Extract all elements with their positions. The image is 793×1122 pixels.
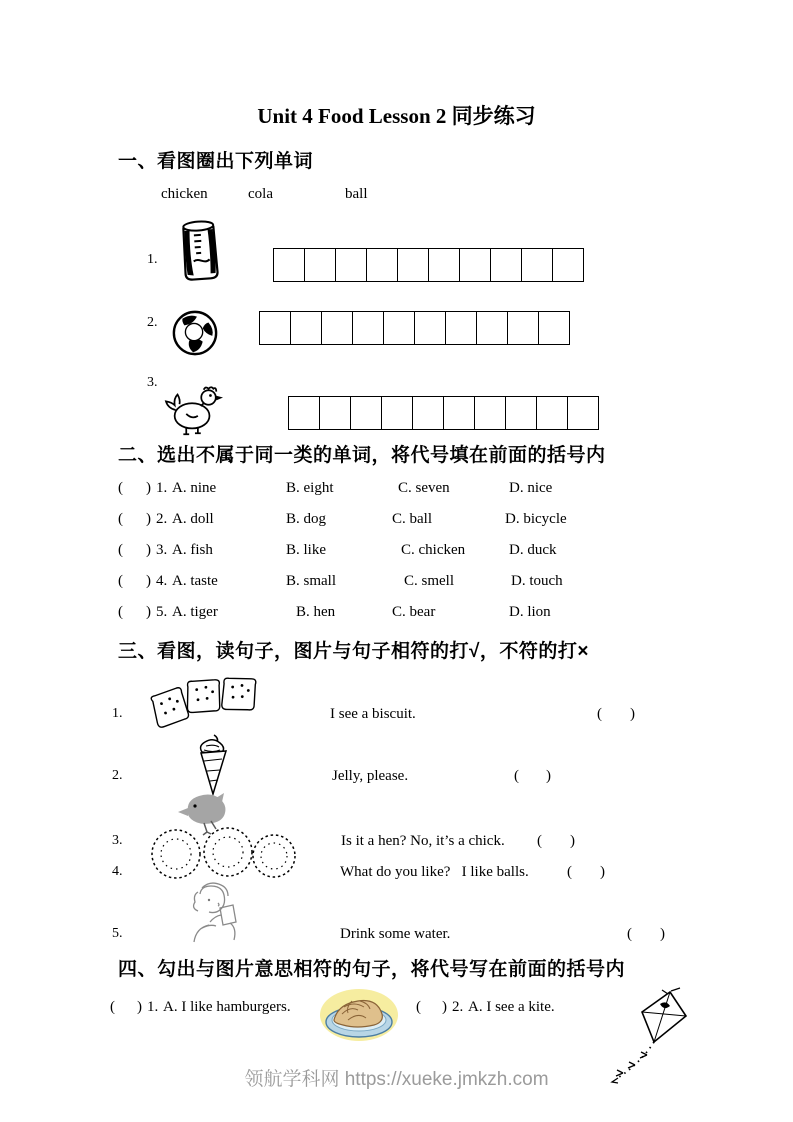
answer-cell <box>476 311 508 345</box>
answer-cell <box>490 248 522 282</box>
option-c: C. bear <box>392 604 436 620</box>
section1-heading: 一、看图圈出下列单词 <box>118 151 314 172</box>
paren-open: ( <box>416 999 421 1015</box>
answer-cell <box>350 396 382 430</box>
option-c: C. chicken <box>401 542 466 558</box>
cola-can-icon <box>178 219 222 288</box>
option-a: A. taste <box>172 573 218 589</box>
item-number: 1. <box>156 480 168 496</box>
option-d: D. lion <box>509 604 551 620</box>
sentence: Is it a hen? No, it’s a chick. <box>341 833 505 849</box>
item-number: 2. <box>156 511 168 527</box>
paren-open: ( <box>514 768 519 784</box>
answer-cell <box>381 396 413 430</box>
boy-drinking-icon <box>176 880 246 953</box>
letter-grid-2 <box>259 311 570 345</box>
paren-open: ( <box>567 864 572 880</box>
answer-cell <box>259 311 291 345</box>
paren-close: ) <box>146 573 151 589</box>
paren-close: ) <box>137 999 142 1015</box>
paren-open: ( <box>597 706 602 722</box>
item-number: 2. <box>147 315 158 330</box>
paren-close: ) <box>442 999 447 1015</box>
option-b: B. eight <box>286 480 334 496</box>
paren-open: ( <box>118 480 123 496</box>
paren-open: ( <box>118 511 123 527</box>
item-number: 2. <box>112 768 123 783</box>
item-number: 5. <box>156 604 168 620</box>
paren-open: ( <box>627 926 632 942</box>
item-number: 1. <box>147 252 158 267</box>
item-number: 5. <box>112 926 123 941</box>
answer-cell <box>538 311 570 345</box>
sentence: What do you like? I like balls. <box>340 864 529 880</box>
answer-cell <box>474 396 506 430</box>
letter-grid-1 <box>273 248 584 282</box>
answer-cell <box>319 396 351 430</box>
paren-close: ) <box>146 542 151 558</box>
site-watermark: 领航学科网 https://xueke.jmkzh.com <box>244 1069 549 1090</box>
section4-heading: 四、勾出与图片意思相符的句子，将代号写在前面的括号内 <box>118 959 626 980</box>
soccer-ball-icon <box>171 309 219 362</box>
item-number: 4. <box>112 864 123 879</box>
item-number: 1. <box>112 706 123 721</box>
item-number: 3. <box>156 542 168 558</box>
paren-close: ) <box>570 833 575 849</box>
option-d: D. nice <box>509 480 553 496</box>
sentence: Jelly, please. <box>332 768 409 784</box>
section2-heading: 二、选出不属于同一类的单词，将代号填在前面的括号内 <box>118 445 606 466</box>
paren-open: ( <box>110 999 115 1015</box>
letter-grid-3 <box>288 396 599 430</box>
answer-cell <box>414 311 446 345</box>
paren-open: ( <box>537 833 542 849</box>
option-c: C. smell <box>404 573 455 589</box>
option-a: A. tiger <box>172 604 218 620</box>
paren-open: ( <box>118 542 123 558</box>
section3-heading: 三、看图，读句子，图片与句子相符的打√，不符的打× <box>118 641 590 662</box>
answer-cell <box>273 248 305 282</box>
option-d: D. duck <box>509 542 557 558</box>
ice-cream-icon <box>192 734 232 801</box>
sentence: Drink some water. <box>340 926 451 942</box>
option-a: A. I see a kite. <box>468 999 555 1015</box>
option-b: B. hen <box>296 604 336 620</box>
item-number: 3. <box>112 833 123 848</box>
answer-cell <box>459 248 491 282</box>
paren-close: ) <box>546 768 551 784</box>
answer-cell <box>505 396 537 430</box>
noodles-plate-icon <box>318 984 400 1051</box>
option-b: B. small <box>286 573 337 589</box>
option-a: A. doll <box>172 511 214 527</box>
option-c: C. ball <box>392 511 432 527</box>
paren-close: ) <box>146 511 151 527</box>
answer-cell <box>383 311 415 345</box>
answer-cell <box>304 248 336 282</box>
paren-close: ) <box>600 864 605 880</box>
option-b: B. like <box>286 542 326 558</box>
answer-cell <box>507 311 539 345</box>
item-number: 4. <box>156 573 168 589</box>
option-d: D. touch <box>511 573 563 589</box>
sentence: I see a biscuit. <box>330 706 416 722</box>
answer-cell <box>521 248 553 282</box>
answer-cell <box>335 248 367 282</box>
word-bank-cola: cola <box>248 186 273 202</box>
page-title: Unit 4 Food Lesson 2 同步练习 <box>257 104 536 128</box>
option-c: C. seven <box>398 480 450 496</box>
paren-open: ( <box>118 604 123 620</box>
answer-cell <box>352 311 384 345</box>
answer-cell <box>290 311 322 345</box>
chicken-icon <box>164 384 224 443</box>
chick-on-fuzzy-balls-icon <box>148 792 296 885</box>
answer-cell <box>397 248 429 282</box>
answer-cell <box>536 396 568 430</box>
biscuits-icon <box>150 676 260 737</box>
answer-cell <box>412 396 444 430</box>
paren-close: ) <box>660 926 665 942</box>
paren-close: ) <box>630 706 635 722</box>
answer-cell <box>288 396 320 430</box>
option-d: D. bicycle <box>505 511 567 527</box>
option-b: B. dog <box>286 511 327 527</box>
word-bank-chicken: chicken <box>161 186 208 202</box>
paren-close: ) <box>146 480 151 496</box>
option-a: A. nine <box>172 480 217 496</box>
answer-cell <box>552 248 584 282</box>
answer-cell <box>366 248 398 282</box>
option-a: A. I like hamburgers. <box>163 999 291 1015</box>
answer-cell <box>567 396 599 430</box>
item-number: 1. <box>147 999 159 1015</box>
answer-cell <box>443 396 475 430</box>
answer-cell <box>321 311 353 345</box>
item-number: 2. <box>452 999 464 1015</box>
item-number: 3. <box>147 375 158 390</box>
answer-cell <box>445 311 477 345</box>
paren-open: ( <box>118 573 123 589</box>
option-a: A. fish <box>172 542 213 558</box>
word-bank-ball: ball <box>345 186 368 202</box>
paren-close: ) <box>146 604 151 620</box>
answer-cell <box>428 248 460 282</box>
